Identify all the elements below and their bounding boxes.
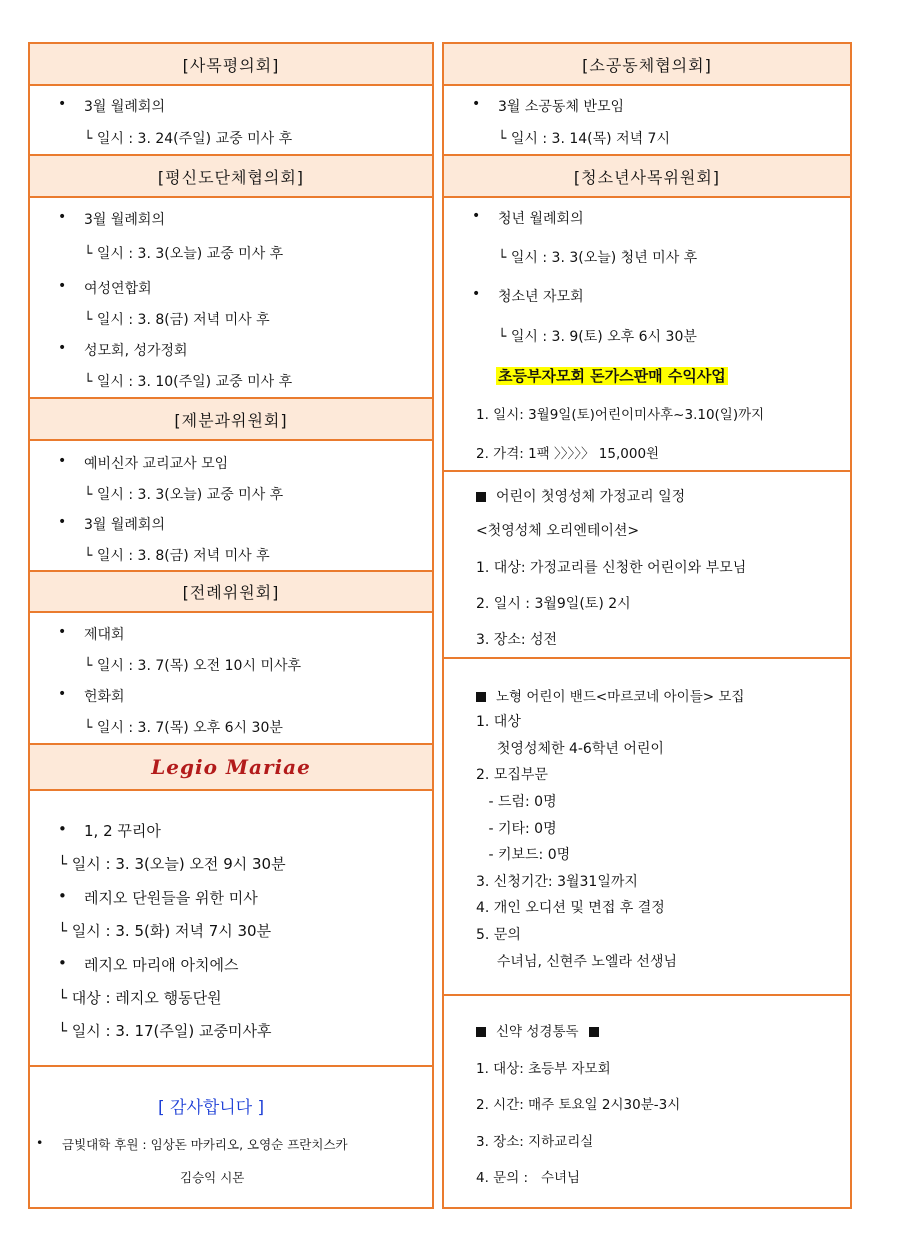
list-item-detail: └ 일시 : 3. 7(목) 오전 10시 미사후 (84, 658, 302, 674)
communion-line: 1. 대상: 가정교리를 신청한 어린이와 부모님 (476, 560, 747, 576)
laity-council-header (30, 154, 432, 198)
list-item: • 예비신자 교리교사 모임 (84, 453, 228, 473)
thanks-line: 김승익 시몬 (180, 1170, 245, 1185)
band-line: 1. 대상 (476, 714, 521, 730)
list-item-detail: └ 일시 : 3. 24(주일) 교중 미사 후 (84, 131, 293, 147)
list-item-detail: └ 일시 : 3. 8(금) 저녁 미사 후 (84, 548, 270, 564)
list-item: • 3월 소공동체 반모임 (498, 96, 624, 116)
bible-heading: 신약 성경통독 (476, 1020, 599, 1040)
sale-line: 2. 가격: 1팩 〉〉〉〉〉 15,000원 (476, 446, 660, 462)
band-line: 2. 모집부문 (476, 767, 548, 783)
list-item-detail: └ 대상 : 레지오 행동단원 (58, 989, 222, 1007)
band-line: - 드럼: 0명 (484, 794, 557, 810)
communion-line: 2. 일시 : 3월9일(토) 2시 (476, 596, 631, 612)
band-line: 첫영성체한 4-6학년 어린이 (488, 741, 664, 757)
bible-line: 4. 문의 : 수녀님 (476, 1170, 581, 1186)
list-item-detail: └ 일시 : 3. 3(오늘) 오전 9시 30분 (58, 855, 286, 873)
liturgy-committee-header (30, 570, 432, 613)
legio-mariae-logo: Legio Mariae (151, 755, 311, 779)
list-item: • 제대회 (84, 624, 125, 644)
section-title: [사목평의회] (182, 55, 280, 75)
list-item-detail: └ 일시 : 3. 5(화) 저녁 7시 30분 (58, 922, 272, 940)
band-line: 수녀님, 신현주 노엘라 선생님 (488, 954, 677, 970)
band-heading: 노형 어린이 밴드<마르코네 아이들> 모집 (476, 685, 744, 705)
column-divider (432, 42, 444, 1209)
pastoral-council-header (30, 44, 432, 86)
list-item-detail: └ 일시 : 3. 7(목) 오후 6시 30분 (84, 720, 283, 736)
section-divider (444, 657, 850, 659)
list-item-detail: └ 일시 : 3. 8(금) 저녁 미사 후 (84, 312, 270, 328)
list-item: • 성모회, 성가정회 (84, 340, 188, 360)
highlight-text: 초등부자모회 돈가스판매 수익사업 (498, 367, 726, 385)
sale-line: 1. 일시: 3월9일(토)어린이미사후~3.10(일)까지 (476, 407, 765, 423)
thanks-title: [ 감사합니다 ] (158, 1098, 265, 1118)
section-divider (444, 994, 850, 996)
square-bullet-icon (589, 1027, 599, 1037)
list-item: • 여성연합회 (84, 278, 152, 298)
section-title: [소공동체협의회] (582, 55, 712, 75)
bible-line: 1. 대상: 초등부 자모회 (476, 1061, 611, 1077)
band-line: 5. 문의 (476, 927, 521, 943)
thanks-line: • 금빛대학 후원 : 임상돈 마카리오, 오영순 프란치스카 (62, 1135, 348, 1153)
band-line: 4. 개인 오디션 및 면접 후 결정 (476, 900, 665, 916)
band-line: - 기타: 0명 (484, 821, 557, 837)
section-divider (444, 470, 850, 472)
square-bullet-icon (476, 692, 486, 702)
list-item: • 3월 월례회의 (84, 209, 165, 229)
square-bullet-icon (476, 1027, 486, 1037)
band-line: - 키보드: 0명 (484, 847, 571, 863)
communion-subheading: <첫영성체 오리엔테이션> (476, 523, 640, 539)
bible-line: 2. 시간: 매주 토요일 2시30분-3시 (476, 1097, 681, 1113)
youth-committee-header (444, 154, 850, 198)
band-line: 3. 신청기간: 3월31일까지 (476, 874, 638, 890)
communion-line: 3. 장소: 성전 (476, 632, 558, 648)
list-item-detail: └ 일시 : 3. 9(토) 오후 6시 30분 (498, 329, 697, 345)
list-item-detail: └ 일시 : 3. 3(오늘) 교중 미사 후 (84, 246, 284, 262)
square-bullet-icon (476, 492, 486, 502)
legio-mariae-header (30, 743, 432, 791)
list-item: • 레지오 마리애 아치에스 (84, 954, 238, 975)
list-item: • 3월 월례회의 (84, 96, 165, 116)
list-item: • 레지오 단원들을 위한 미사 (84, 887, 258, 908)
list-item-detail: └ 일시 : 3. 14(목) 저녁 7시 (498, 131, 670, 147)
small-community-header (444, 44, 850, 86)
list-item-detail: └ 일시 : 3. 3(오늘) 청년 미사 후 (498, 250, 698, 266)
communion-heading: 어린이 첫영성체 가정교리 일정 (476, 486, 685, 506)
list-item: • 청년 월례회의 (498, 208, 584, 228)
section-divider (30, 1065, 432, 1067)
list-item: • 청소년 자모회 (498, 286, 584, 306)
list-item: • 1, 2 꾸리아 (84, 820, 161, 841)
list-item-detail: └ 일시 : 3. 3(오늘) 교중 미사 후 (84, 487, 284, 503)
section-title: [청소년사목위원회] (573, 167, 721, 187)
section-title: [전례위원회] (182, 583, 280, 602)
list-item: • 3월 월례회의 (84, 514, 165, 534)
fundraiser-highlight (496, 365, 728, 386)
list-item-detail: └ 일시 : 3. 17(주일) 교중미사후 (58, 1022, 272, 1040)
bible-line: 3. 장소: 지하교리실 (476, 1134, 594, 1150)
list-item-detail: └ 일시 : 3. 10(주일) 교중 미사 후 (84, 374, 293, 390)
catechesis-committee-header (30, 397, 432, 441)
section-title: [평신도단체협의회] (157, 167, 305, 187)
list-item: • 헌화회 (84, 686, 125, 706)
section-title: [제분과위원회] (174, 410, 288, 430)
